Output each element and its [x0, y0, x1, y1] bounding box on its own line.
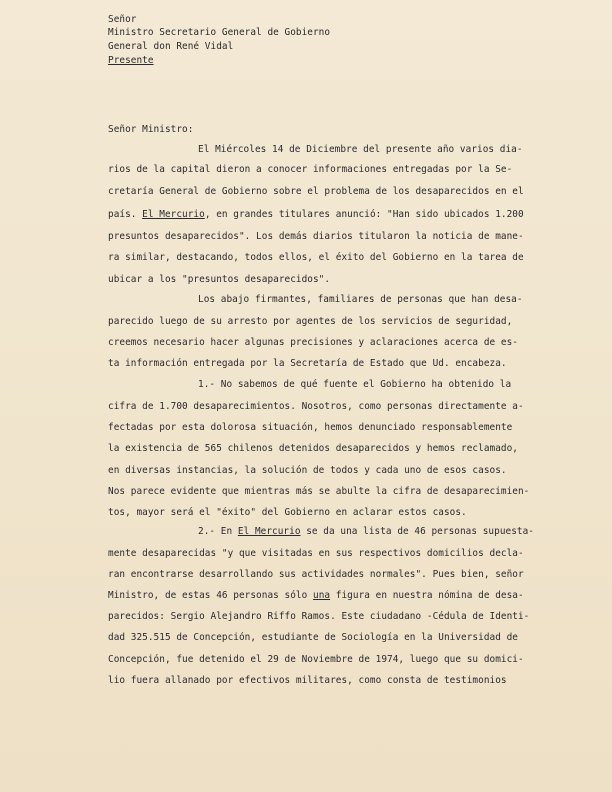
addressee-name: General don René Vidal — [108, 41, 234, 52]
newspaper-name: El Mercurio — [142, 209, 205, 220]
para1-line: ra similar, destacando, todos ellos, el éxito del Gobierno en la tarea de — [108, 252, 524, 263]
para4-line: Concepción, fue detenido el 29 de Noviembre de 1974, luego que su domici- — [108, 654, 524, 665]
para4-text: figura en nuestra nómina de desa- — [330, 590, 524, 601]
para1-line: presuntos desaparecidos". Los demás diarios titularon la noticia de mane- — [108, 231, 524, 242]
para4-line — [198, 526, 534, 538]
para4-text: 2.- En — [198, 526, 238, 537]
para4-text: Ministro, de estas 46 personas sólo — [108, 590, 313, 601]
addressee-presente: Presente — [108, 55, 154, 66]
para3-line: fectadas por esta dolorosa situación, hemos denunciado responsablemente — [108, 422, 513, 433]
para3-line: Nos parece evidente que mientras más se abulte la cifra de desaparecimien- — [108, 486, 530, 497]
para3-line: cifra de 1.700 desaparecimientos. Nosotros, como personas directamente a- — [108, 401, 524, 412]
para3-line: la existencia de 565 chilenos detenidos desaparecidos y hemos reclamado, — [108, 443, 518, 454]
para1-line: rios de la capital dieron a conocer informaciones entregadas por la Se- — [108, 164, 513, 175]
para2-line: Los abajo firmantes, familiares de personas que han desa- — [198, 294, 523, 305]
para1-line — [108, 209, 524, 221]
para4-line: parecidos: Sergio Alejandro Riffo Ramos. Este ciudadano -Cédula de Identi- — [108, 611, 530, 622]
para4-line: dad 325.515 de Concepción, estudiante de Sociología en la Universidad de — [108, 632, 518, 643]
para2-line: ta información entregada por la Secretaría de Estado que Ud. encabeza. — [108, 358, 507, 369]
para4-line — [108, 590, 524, 602]
para1-text: , en grandes titulares anunció: "Han sido ubicados 1.200 — [204, 209, 524, 220]
addressee-title: Ministro Secretario General de Gobierno — [108, 27, 331, 38]
newspaper-name: El Mercurio — [237, 526, 301, 537]
para2-line: parecido luego de su arresto por agentes de los servicios de seguridad, — [108, 316, 513, 327]
para2-line: creemos necesario hacer algunas precisiones y aclaraciones acerca de es- — [108, 337, 518, 348]
para1-line: cretaría General de Gobierno sobre el problema de los desaparecidos en el — [108, 186, 524, 197]
para1-line: ubicar a los "presuntos desaparecidos". — [108, 274, 331, 285]
para3-line: 1.- No sabemos de qué fuente el Gobierno ha obtenido la — [198, 379, 512, 390]
para4-text: se da una lista de 46 personas supuesta- — [300, 526, 534, 537]
para3-line: tos, mayor será el "éxito" del Gobierno en aclarar estos casos. — [108, 507, 467, 518]
para4-line: mente desaparecidas "y que visitadas en sus respectivos domicilios decla- — [108, 548, 524, 559]
para3-line: en diversas instancias, la solución de todos y cada uno de esos casos. — [108, 465, 507, 476]
para4-line: ran encontrarse desarrollando sus actividades normales". Pues bien, señor — [108, 569, 524, 580]
salutation: Señor Ministro: — [108, 124, 194, 135]
para1-line: El Miércoles 14 de Diciembre del presente año varios dia- — [198, 144, 523, 155]
addressee-salutation: Señor — [108, 14, 137, 25]
para1-text: país. — [108, 209, 143, 220]
emphasis-word: una — [313, 590, 331, 601]
para4-line: lio fuera allanado por efectivos militares, como consta de testimonios — [108, 675, 507, 686]
